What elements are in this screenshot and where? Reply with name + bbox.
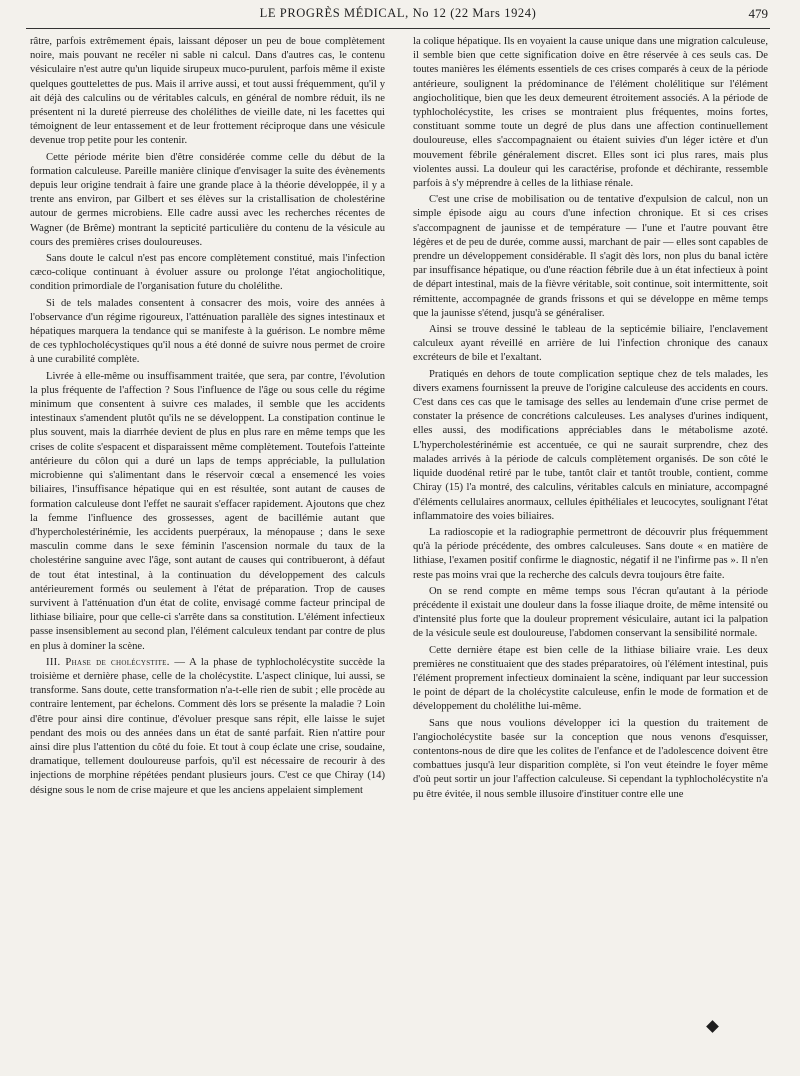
paragraph: La radioscopie et la radiographie permettront de découvrir plus fréquemment qu'à la période précédente, des ombres calculeuses. Sans doute « en matière de lithiase, l'examen positif confirme le diagnostic, négatif il ne l'infirme pas ». Il n'en reste pas moins vrai que la recherche des calculs devra toujours être faite. [413,526,768,581]
section-heading: III. Phase de cholécystite. [46,656,170,668]
section-body: — A la phase de typhlocholécystite succède la troisième et dernière phase, celle de la cholécystite. L'aspect clinique, lui aussi, se transforme. Sans doute, cette transformation n'a-t-elle rien de subit ; elle procède au contraire lentement, par échelons. Comment dès lors se présente la maladie ? Loin d'être pour ainsi dire continue, d'évoluer presque sans répit, elle laisse le sujet pendant des mois ou des années dans un état de santé parfait. Rien n'attire pour ainsi dire plus l'attention du côté du foie. Et tout à coup éclate une crise, soudaine, dramatique, tellement douloureuse parfois, qu'il est nécessaire de recourir à des injections de morphine répétées pendant plusieurs jours. C'est ce que Chiray (14) désigne sous le nom de crise majeure et que les anciens appelaient simplement [30,656,385,796]
left-column [30,35,385,800]
running-title: LE PROGRÈS MÉDICAL, No 12 (22 Mars 1924) [259,6,537,20]
paragraph: râtre, parfois extrêmement épais, laissant déposer un peu de boue complètement noire, mais pouvant ne recéler ni sable ni calcul. Dans d'autres cas, le contenu vésiculaire n'est autre qu'un liquide sirupeux muco-purulent, parfois même il existe quelques gouttelettes de pus. Mais il arrive aussi, et tout aussi fréquemment, qu'il y ait déjà des calculins ou de véritables calculs, en général de nombre réduit, ils ne présentent ni la dureté pierreuse des cholélithes de vieille date, ni les facettes qui témoignent de leur entassement et de leur frottement réciproque dans une vésicule devenue trop petite pour les contenir. [30,36,385,147]
paragraph: Pratiqués en dehors de toute complication septique chez de tels malades, les divers examens fournissent la preuve de l'origine calculeuse des accidents en cours. C'est dans ces cas que le tamisage des selles au lendemain d'une crise permet de constater la présence de concrétions calculeuses. Les analyses d'urines indiquent, elles aussi, des modifications appréciables dans le métabolisme azoté. L'hypercholestérinémie est accentuée, ce qui ne saurait surprendre, chez des malades arrivés à la période de calculs complètement organisés. De son côté le liquide duodénal retiré par le tube, tantôt clair et tantôt trouble, contient, comme Chiray (15) l'a montré, des calculins, véritables calculs en miniature, accompagné d'éléments cellulaires anormaux, cellules épithéliales et leucocytes, soulignant l'état inflammatoire des voies biliaires. [413,368,768,522]
paragraph: Sans doute le calcul n'est pas encore complètement constitué, mais l'infection cæco-colique continuant à évoluer assure ou prolonge l'état angiocholitique, condition primordiale de l'organisation future du cholélithe. [30,253,385,293]
paragraph: C'est une crise de mobilisation ou de tentative d'expulsion de calcul, non un simple épisode aigu au cours d'une infection chronique. Et si ces crises s'accompagnent de jaunisse et de température — l'une et l'autre pouvant être légères et de peu de durée, comme aussi, marchant de pair — elles sont capables de prendre un développement considérable. Il s'agit dès lors, non plus du banal ictère par insuffisance hépatique, ou d'une réaction fébrile due à un état infectieux à point de départ intestinal, mais de la fièvre véritable, soit continue, soit intermittente, soit rémittente, accompagnée de grands frissons et qui se développe en même temps que la jaunisse s'étend, jusqu'à se généraliser. [413,194,768,319]
paragraph: Livrée à elle-même ou insuffisamment traitée, que sera, par contre, l'évolution la plus fréquente de l'affection ? Sous l'influence de l'âge ou sous celle du régime minimum que consentent à suivre ces malades, il semble que les accidents intestinaux s'amendent plutôt qu'ils ne se développent. La constipation continue le plus souvent, mais la diarrhée devient de plus en plus rare en même temps que les crises de colite s'espacent et disparaissent même complètement. Toutefois l'atteinte antérieure du côlon qui a duré un laps de temps appréciable, la pullulation microbienne qui s'alimentant dans le réservoir cœcal a ensemencé les voies biliaires, l'insuffisance hépatique qui en est résultée, sont autant de causes de formation calculeuse dont l'effet ne saurait s'effacer rapidement. Ajoutons que chez la femme l'influence des grossesses, agent de bacillémie autant que d'hypercholestérinémie, les accidents puerpéraux, la ménopause ; dans le sexe masculin comme dans le sexe féminin l'ascension normale du taux de la cholestérine sanguine avec l'âge, sont autant de causes qui contribueront, à défaut de tout état intestinal, à la continuation du développement des calculs antérieurement formés ou seulement à l'état de préparation. Trop de causes survivent à l'atténuation d'un état de colite, envisagé comme facteur principal de lithiase biliaire, pour que celle-ci s'arrête dans sa constitution. L'élément infectieux passe insensiblement au second plan, l'élément calculeux tendant par contre de plus en plus à dominer la scène. [30,370,385,652]
header-rule [26,28,770,29]
right-column [413,35,768,804]
diamond-ornament [706,1020,719,1033]
paragraph: Ainsi se trouve dessiné le tableau de la septicémie biliaire, l'enclavement calculeux ayant réveillé en arrière de lui l'infection chronique des canaux excréteurs de bile et l'exaltant. [413,324,768,364]
page-number: 479 [748,6,768,21]
paragraph: On se rend compte en même temps sous l'écran qu'autant à la période précédente il existait une douleur dans la fosse iliaque droite, de même intensité ou d'intensité plus forte que la douleur proprement vésiculaire, autant ici la palpation de la vésicule seule est douloureuse, l'abdomen conservant la sensibilité normale. [413,585,768,640]
paragraph: Cette dernière étape est bien celle de la lithiase biliaire vraie. Les deux premières ne constituaient que des stades préparatoires, où l'élément intestinal, puis l'élément proprement infectieux dominaient la scène, indiquant par leur succession le point de départ de la cholécystite calculeuse, enfin le mode de formation et de développement du cholélithe lui-même. [413,644,768,713]
running-header [26,6,770,28]
paragraph: Si de tels malades consentent à consacrer des mois, voire des années à l'observance d'un régime rigoureux, l'atténuation parallèle des signes intestinaux et hépatiques marquera la tendance qui se manifeste à la guérison. Le nombre même de ces typhlocholécystiques qu'il nous a été donné de suivre nous permet de croire à une curabilité complète. [30,297,385,366]
paragraph: Sans que nous voulions développer ici la question du traitement de l'angiocholécystite basée sur la conception que nous venons d'esquisser, contentons-nous de dire que les colites de l'enfance et de l'adolescence doivent être combattues jusqu'à leur disparition complète, si l'on veut éteindre le foyer même d'où peut sortir un jour l'affection calculeuse. Si cependant la typhlocholécystite n'a pu être évitée, il nous semble illusoire d'instituer contre elle une [413,717,768,800]
paragraph: la colique hépatique. Ils en voyaient la cause unique dans une migration calculeuse, il semble bien que cette signification doive en être réservée à ces seuls cas. De toutes manières les éléments essentiels de ces crises comparés à ceux de la période antérieure, soulignent la prédominance de l'élément cholélitique sur l'élément angiocholitique, bien que les deux demeurent étroitement associés. A la période de typhlocholécystite, les crises se montraient plus fréquentes, moins fortes, constituant somme toute un degré de plus dans une affection continuellement douloureuse, elles s'accompagnaient ou étaient suivies d'un léger ictère et d'un mouvement fébrile généralement discret. Elles sont ici plus rares, mais plus violentes aussi. La douleur qui les caractérise, profonde et déchirante, ressemble parfois à s'y méprendre à celles de la lithiase rénale. [413,36,768,190]
section-paragraph [30,656,385,798]
paragraph: Cette période mérite bien d'être considérée comme celle du début de la formation calculeuse. Pareille manière clinique d'envisager la suite des évènements depuis leur origine tendrait à faire une grande place à la théorie développée, il y a trente ans environ, par Gilbert et ses élèves sur la cristallisation de cholestérine autour de germes microbiens. Elle cadre aussi avec les recherches récentes de Wagner (de Brême) montrant la septicité particulière du contenu de la vésicule au cours des premières crises douloureuses. [30,151,385,248]
